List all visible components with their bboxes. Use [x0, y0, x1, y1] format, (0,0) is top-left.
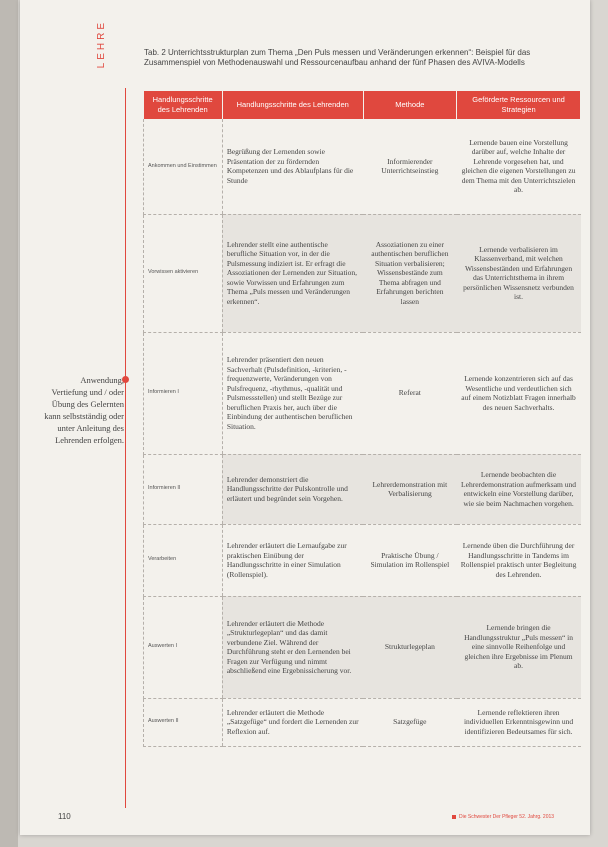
header-phase: Handlungsschritte des Lehrenden — [144, 91, 223, 119]
resources-cell: Lernende konzentrieren sich auf das Wesentliche und verdeutlichen sich auf einem Notizblatt Fragen innerhalb des neuen Sachverhalts. — [457, 332, 581, 454]
phase-cell: Auswerten I — [144, 596, 223, 698]
phase-cell: Vorwissen aktivieren — [144, 214, 223, 332]
teacher-steps-cell: Lehrender präsentiert den neuen Sachverhalt (Pulsdefinition, -kriterien, -frequenzwerte, Veränderungen von Pulsfrequenz, -rhythmus, -qualität und Pulsmessstellen) und stellt Bezüge zur beruflichen Praxis her, auch über die Einbindung der authentischen beruflichen Situation. — [222, 332, 363, 454]
footer-square-icon — [452, 815, 456, 819]
resources-cell: Lernende bringen die Handlungsstruktur „Puls messen“ in eine sinnvolle Reihenfolge und gleichen ihre Ergebnisse im Plenum ab. — [457, 596, 581, 698]
phase-cell: Verarbeiten — [144, 524, 223, 596]
binding-gutter — [0, 0, 18, 847]
teacher-steps-cell: Lehrender demonstriert die Handlungsschritte der Pulskontrolle und erläutert und begründet sein Vorgehen. — [222, 454, 363, 524]
teacher-steps-cell: Begrüßung der Lernenden sowie Präsentation der zu fördernden Kompetenzen und des Ablaufplans für die Stunde — [222, 119, 363, 214]
table-caption: Tab. 2 Unterrichtsstrukturplan zum Thema „Den Puls messen und Veränderungen erkennen“: Beispiel für das Zusammenspiel von Methodenauswahl und Ressourcenaufbau anhand der fünf Phasen des AVIVA-Modells — [144, 48, 531, 67]
teacher-steps-cell: Lehrender stellt eine authentische berufliche Situation vor, in der die Pulsmessung indiziert ist. Er erfragt die Assoziationen der Lernenden zur Situation, sowie Vorwissen und Erfahrungen zum Thema „Puls messen und Veränderungen erkennen“. — [222, 214, 363, 332]
margin-rule — [125, 88, 126, 808]
teacher-steps-cell: Lehrender erläutert die Methode „Strukturlegeplan“ und das damit verbundene Ziel. Während der Durchführung steht er den Lernenden bei Fragen zur Verfügung und nimmt abschließend eine Ergebnissicherung vor. — [222, 596, 363, 698]
footer-text: Die Schwester Der Pfleger 52. Jahrg. 2013 — [459, 814, 555, 820]
lesson-structure-table — [143, 91, 581, 747]
method-cell: Referat — [363, 332, 456, 454]
table-row — [144, 214, 581, 332]
method-cell: Praktische Übung / Simulation im Rollenspiel — [363, 524, 456, 596]
method-cell: Satzgefüge — [363, 698, 456, 746]
header-resources: Geförderte Ressourcen und Strategien — [457, 91, 581, 119]
header-teacher-steps: Handlungsschritte des Lehrenden — [222, 91, 363, 119]
header-method: Methode — [363, 91, 456, 119]
journal-footer — [452, 814, 554, 820]
section-label: LEHRE — [96, 20, 107, 69]
teacher-steps-cell: Lehrender erläutert die Lernaufgabe zur praktischen Einübung der Handlungsschritte in einer Simulation (Rollenspiel). — [222, 524, 363, 596]
resources-cell: Lernende bauen eine Vorstellung darüber auf, welche Inhalte der Lehrende vorgesehen hat, und gleichen die eigenen Vorstellungen zu dem Thema mit den Unterrichtszielen ab. — [457, 119, 581, 214]
method-cell: Lehrerdemonstration mit Verbalisierung — [363, 454, 456, 524]
method-cell: Assoziationen zu einer authentischen beruflichen Situation verbalisieren; Wissensbestände zum Thema abfragen und Erfahrungen berichten lassen — [363, 214, 456, 332]
resources-cell: Lernende verbalisieren im Klassenverband, mit welchen Wissensbeständen und Erfahrungen das Unterrichtsthema in ihrem persönlichen Wissensnetz verbunden ist. — [457, 214, 581, 332]
table-row — [144, 332, 581, 454]
phase-cell: Auswerten II — [144, 698, 223, 746]
table-header-row — [144, 91, 581, 119]
table-row — [144, 524, 581, 596]
table-row — [144, 698, 581, 746]
table-row — [144, 596, 581, 698]
phase-cell: Informieren II — [144, 454, 223, 524]
table-row — [144, 454, 581, 524]
page-number: 110 — [58, 812, 71, 821]
table-row — [144, 119, 581, 214]
phase-cell: Ankommen und Einstimmen — [144, 119, 223, 214]
teacher-steps-cell: Lehrender erläutert die Methode „Satzgefüge“ und fordert die Lernenden zur Reflexion auf. — [222, 698, 363, 746]
margin-note: Anwendung, Vertiefung und / oder Übung des Gelernten kann selbstständig oder unter Anleitung des Lehrenden erfolgen. — [44, 375, 124, 445]
method-cell: Strukturlegeplan — [363, 596, 456, 698]
resources-cell: Lernende üben die Durchführung der Handlungsschritte in Tandems im Rollenspiel praktisch unter Begleitung des Lehrenden. — [457, 524, 581, 596]
resources-cell: Lernende reflektieren ihren individuellen Erkenntnisgewinn und identifizieren Bedeutsames für sich. — [457, 698, 581, 746]
method-cell: Informierender Unterrichtseinstieg — [363, 119, 456, 214]
phase-cell: Informieren I — [144, 332, 223, 454]
resources-cell: Lernende beobachten die Lehrerdemonstration aufmerksam und entwickeln eine Vorstellung darüber, wie sie beim Nachmachen vorgehen. — [457, 454, 581, 524]
